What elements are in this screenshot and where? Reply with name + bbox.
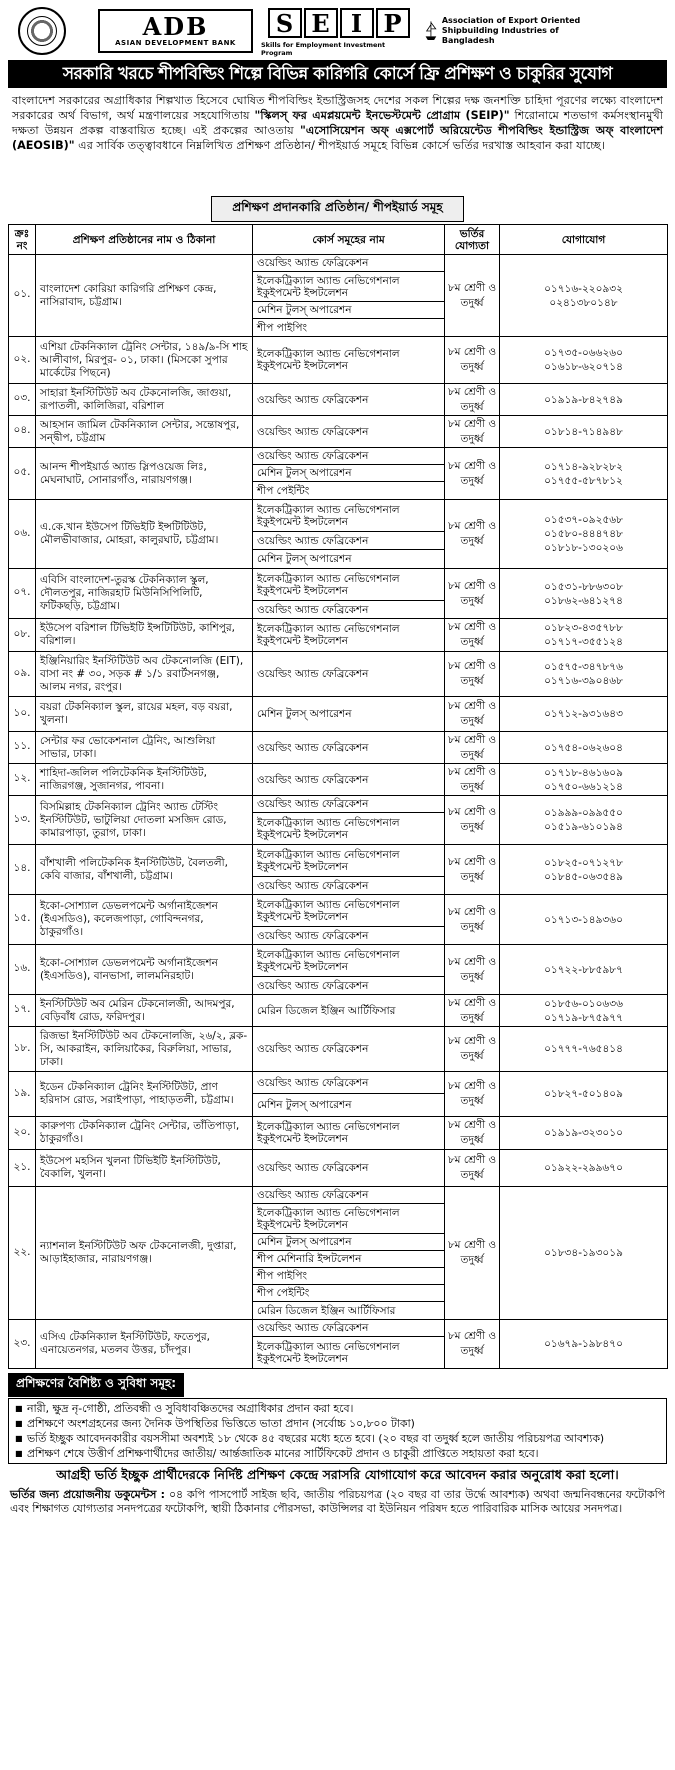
phone-number: ০১৭৭৭-৭৬৫৪১৪ [544,1043,623,1055]
course-name: ওয়েল্ডিং অ্যান্ড ফেব্রিকেশন [257,929,369,942]
phone-number: ০১৫৩৭-০৯২৫৬৮ [544,514,623,526]
course-name: ওয়েল্ডিং অ্যান্ড ফেব্রিকেশন [257,773,369,786]
header-courses: কোর্স সমূহের নাম [253,225,445,255]
row-institute: এ.কে.খান ইউসেপ টিভিইটি ইন্সটিটিউট, মৌলভীবাজার, মোহরা, কালুরঘাট, চট্টগ্রাম। [36,500,253,569]
row-qualification: ৮ম শ্রেণী ও তদুর্ধ্ব [445,1150,500,1187]
table-row [9,995,668,1027]
row-institute: আনন্দ শীপইয়ার্ড অ্যান্ড স্লিপওয়েজ লিঃ, মেঘনাঘাট, সোনারগাঁও, নারায়ণগঞ্জ। [36,448,253,500]
course-name: ইলেকট্রিক্যাল অ্যান্ড নেভিগেশনাল ইকুইপমেন্ট ইন্সটলেশন [257,1340,400,1365]
row-courses [253,1117,445,1150]
row-courses [253,1027,445,1072]
table-row [9,569,668,619]
row-institute: রিজভা ইনস্টিটিউট অব টেকনোলজি, ২৬/২, ব্লক-সি, আকরাইন, কালিয়াকৈর, বিরুলিয়া, সাভার, ঢাকা। [36,1027,253,1072]
table-header-row [9,225,668,255]
table-row [9,764,668,796]
header-qualification: ভর্তির যোগ্যতা [445,225,500,255]
feature-item: ■ প্রশিক্ষণ শেষে উত্তীর্ণ প্রশিক্ষণার্থীদের জাতীয়/ আর্ন্তজাতিক মানের সার্টিফিকেট প্রদান ও চাকুরী প্রাপ্তিতে সহায়তা করা হবে। [15,1446,660,1461]
phone-number: ০১৬১৮-৬২০৭১৪ [544,361,623,373]
intro-paragraph [8,88,667,194]
row-serial: ১০. [9,697,36,732]
row-qualification: ৮ম শ্রেণী ও তদুর্ধ্ব [445,1320,500,1369]
row-institute: ন্যাশনাল ইনস্টিটিউট অফ টেকনোলজী, দুপ্তারা, আড়াইহাজার, নারায়ণগঞ্জ। [36,1187,253,1320]
table-row [9,945,668,995]
course-name: ইলেকট্রিক্যাল অ্যান্ড নেভিগেশনাল ইকুইপমেন্ট ইন্সটলেশন [253,272,444,302]
row-contact [500,995,668,1027]
row-contact [500,895,668,945]
row-contact [500,1117,668,1150]
row-contact [500,384,668,416]
row-qualification: ৮ম শ্রেণী ও তদুর্ধ্ব [445,255,500,337]
phone-number: ০১৭১৯-৮৭৫৯৭৭ [544,1011,623,1024]
table-row [9,337,668,384]
table-row [9,619,668,652]
course-name: ওয়েল্ডিং অ্যান্ড ফেব্রিকেশন [253,255,444,272]
course-name: ওয়েল্ডিং অ্যান্ড ফেব্রিকেশন [253,1320,444,1337]
phone-number: ০১৭১৬-৩৯০৪৬৮ [544,675,623,687]
course-name: ওয়েল্ডিং অ্যান্ড ফেব্রিকেশন [257,741,369,754]
course-name: ওয়েল্ডিং অ্যান্ড ফেব্রিকেশন [257,1043,369,1055]
phone-number: ০১৭১৭-৩৫৫১২৪ [544,636,623,648]
row-courses [253,697,445,732]
row-contact [500,255,668,337]
table-row [9,1150,668,1187]
row-serial: ০৫. [9,448,36,500]
table-row [9,697,668,732]
row-courses [253,764,445,796]
phone-number: ০১৭২২-৮৮৫৯৮৭ [544,963,623,976]
table-row [9,1320,668,1369]
course-name: ওয়েল্ডিং অ্যান্ড ফেব্রিকেশন [257,425,369,438]
row-qualification: ৮ম শ্রেণী ও তদুর্ধ্ব [445,1187,500,1320]
course-name: মেরিন ডিজেল ইঞ্জিন আর্টিফিসার [257,1004,396,1017]
row-qualification: ৮ম শ্রেণী ও তদুর্ধ্ব [445,697,500,732]
row-contact [500,845,668,895]
intro-text: এর সার্বিক তত্ত্বাবধানে নিম্নলিখিত প্রশিক্ষণ প্রতিষ্ঠান/ শীপইয়ার্ড সমূহে বিভিন্ন কোর্সে ভর্তির দরখাস্ত আহবান করা যাচ্ছে। [74,139,605,152]
documents-text: ০৪ কপি পাসপোর্ট সাইজ ছবি, জাতীয় পরিচয়পত্র (২০ বছর বা তার উর্দ্ধে আবশ্যক) অথবা জন্মনিবন্ধনের ফটোকপি এবং শিক্ষাগত যোগ্যতার সনদপত্রের ফটোকপি, স্থায়ী ঠিকানার পৌরসভা, কাউন্সিলর বা ইউনিয়ন পরিষদ হতে পারিবারিক মাসিক আয়ের সনদপত্র। [10,1488,665,1515]
row-serial: ২০. [9,1117,36,1150]
course-name: ইলেকট্রিক্যাল অ্যান্ড নেভিগেশনাল ইকুইপমেন্ট ইন্সটলেশন [257,623,400,647]
row-qualification: ৮ম শ্রেণী ও তদুর্ধ্ব [445,796,500,845]
table-row [9,652,668,697]
adb-logo-subtitle: ASIAN DEVELOPMENT BANK [115,39,236,47]
course-name: শীপ পেইন্টিং [257,484,310,497]
row-institute: বয়রা টেকনিক্যাল স্কুল, রায়ের মহল, বড় বয়রা, খুলনা। [36,697,253,732]
phone-number: ০১৮৬২-৬৪১২৭৪ [544,594,623,607]
application-note: আগ্রহী ভর্তি ইচ্ছুক প্রার্থীদেরকে নির্দিষ্ট প্রশিক্ষণ কেন্দ্রে সরাসরি যোগাযোগ করে আবেদন করার অনুরোধ করা হলো। [56,1467,619,1482]
row-contact [500,416,668,448]
phone-number: ০১৭১৬-২২০৯৩২ [544,282,623,295]
ship-icon [424,11,438,51]
table-row [9,384,668,416]
row-qualification: ৮ম শ্রেণী ও তদুর্ধ্ব [445,337,500,384]
phone-number: ০১৮১৮-১৩০২০৬ [544,542,623,554]
row-qualification: ৮ম শ্রেণী ও তদুর্ধ্ব [445,995,500,1027]
phone-number: ০১৮৪৫-০৬৩৫৪৯ [544,870,623,883]
course-name: মেশিন টুলস্ অপারেশন [257,1099,352,1111]
row-institute: কারুপণ্য টেকনিক্যাল ট্রেনিং সেন্টার, তাঁতিপাড়া, ঠাকুরগাঁও। [36,1117,253,1150]
table-row [9,448,668,500]
phone-number: ০১৮২৫-০৭১২৭৮ [544,856,623,869]
documents-label: ভর্তির জন্য প্রয়োজনীয় ডকুমেন্টস : [10,1488,165,1501]
feature-item: ■ নারী, ক্ষুদ্র নৃ-গোষ্ঠী, প্রতিবন্ধী ও সুবিধাবঞ্চিতদের অগ্রাধিকার প্রদান করা হবে। [15,1401,660,1416]
row-courses [253,995,445,1027]
row-institute: বিসমিল্লাহ টেকনিক্যাল ট্রেনিং অ্যান্ড টেস্টিং ইনস্টিটিউট, ভাটুলিয়া দোতলা মসজিদ রোড, কামারপাড়া, তুরাগ, ঢাকা। [36,796,253,845]
seip-letter: I [340,8,374,38]
phone-number: ০১৮১৪-৭১৪৯৪৮ [544,425,623,438]
phone-number: ০১৮৫৬-০১০৬৩৬ [544,997,623,1010]
row-serial: ১৩. [9,796,36,845]
row-serial: ০৪. [9,416,36,448]
course-name: ইলেকট্রিক্যাল অ্যান্ড নেভিগেশনাল ইকুইপমেন্ট ইন্সটলেশন [257,1121,400,1145]
course-name: ওয়েল্ডিং অ্যান্ড ফেব্রিকেশন [257,668,369,680]
row-qualification: ৮ম শ্রেণী ও তদুর্ধ্ব [445,384,500,416]
phone-number: ০১৭১২-৯৩১৬৪৩ [544,708,623,720]
seip-letter: S [268,8,302,38]
course-name: ওয়েল্ডিং অ্যান্ড ফেব্রিকেশন [257,979,369,992]
row-contact [500,569,668,619]
aeosib-logo [424,11,609,51]
row-contact [500,732,668,764]
headline: সরকারি খরচে শীপবিল্ডিং শিল্পে বিভিন্ন কারিগরি কোর্সে ফ্রি প্রশিক্ষণ ও চাকুরির সুযোগ [8,60,667,88]
phone-number: ০১৯৯৯-০৯৯৫৫০ [544,807,623,819]
row-qualification: ৮ম শ্রেণী ও তদুর্ধ্ব [445,845,500,895]
row-courses [253,448,445,500]
row-institute: বাঁশখালী পলিটেকনিক ইনস্টিটিউট, বৈলতলী, কেবি বাজার, বাঁশখালী, চট্টগ্রাম। [36,845,253,895]
row-qualification: ৮ম শ্রেণী ও তদুর্ধ্ব [445,1117,500,1150]
course-name: মেশিন টুলস্ অপারেশন [253,465,444,482]
seip-letter: E [304,8,338,38]
row-courses [253,569,445,619]
row-contact [500,652,668,697]
row-courses [253,652,445,697]
row-courses [253,619,445,652]
adb-logo [98,9,253,53]
course-name: ওয়েল্ডিং অ্যান্ড ফেব্রিকেশন [253,1072,444,1094]
row-courses [253,500,445,569]
table-row [9,416,668,448]
row-institute: এসিএ টেকনিক্যাল ইনস্টিটিউট, ফতেপুর, এনায়েতনগর, মতলব উত্তর, চাঁদপুর। [36,1320,253,1369]
row-qualification: ৮ম শ্রেণী ও তদুর্ধ্ব [445,652,500,697]
row-qualification: ৮ম শ্রেণী ও তদুর্ধ্ব [445,732,500,764]
row-courses [253,1187,445,1320]
row-institute: সেন্টার ফর ভোকেশনাল ট্রেনিং, আশুলিয়া সাভার, ঢাকা। [36,732,253,764]
course-name: শীপ মেশিনারি ইন্সটলেশন [253,1251,444,1268]
row-courses [253,255,445,337]
intro-seip-name: "স্কিলস্ ফর এমপ্লয়মেন্ট ইনভেস্টমেন্ট প্রোগ্রাম (SEIP)" [254,109,510,122]
row-contact [500,619,668,652]
row-serial: ০৩. [9,384,36,416]
course-name: মেশিন টুলস্ অপারেশন [257,553,352,565]
intro-aeosib-name: "এসোসিয়েশন অফ্ এক্সপোর্ট অরিয়েন্টেড শীপবিল্ডিং ইন্ডাস্ট্রিজ অফ্ বাংলাদেশ (AEOSIB)" [12,124,664,152]
phone-number: ০১৫১৯-৬১০১৯৪ [544,821,623,833]
course-name: ইলেকট্রিক্যাল অ্যান্ড নেভিগেশনাল ইকুইপমেন্ট ইন্সটলেশন [253,945,444,977]
row-contact [500,764,668,796]
row-courses [253,416,445,448]
row-institute: এবিসি বাংলাদেশ-তুরস্ক টেকনিক্যাল স্কুল, দৌলতপুর, নাজিরহাট মিউনিসিপিলিটি, ফটিকছড়ি, চট্টগ্রাম। [36,569,253,619]
phone-number: ০১৫৩১-৮৮৬৩০৮ [544,580,623,593]
row-contact [500,796,668,845]
row-institute: এশিয়া টেকনিক্যাল ট্রেনিং সেন্টার, ১৪৯/৯-সি শাহ আলীবাগ, মিরপুর- ০১, ঢাকা। (মিসকো সুপার মার্কেটের পিছনে) [36,337,253,384]
row-institute: ইকো-সোশ্যাল ডেভলপমেন্ট অর্গানাইজেশন (ইএসডিও), কলেজপাড়া, গোবিন্দনগর, ঠাকুরগাঁও। [36,895,253,945]
row-contact [500,500,668,569]
row-courses [253,845,445,895]
header-contact: যোগাযোগ [500,225,668,255]
row-institute: আহসান জামিল টেকনিক্যাল সেন্টার, সন্তোষপুর, সন্দ্বীপ, চট্টগ্রাম [36,416,253,448]
row-serial: ০৯. [9,652,36,697]
course-name: ইলেকট্রিক্যাল অ্যান্ড নেভিগেশনাল ইকুইপমেন্ট ইন্সটলেশন [253,845,444,877]
row-qualification: ৮ম শ্রেণী ও তদুর্ধ্ব [445,1072,500,1117]
row-serial: ১৭. [9,995,36,1027]
row-qualification: ৮ম শ্রেণী ও তদুর্ধ্ব [445,500,500,569]
phone-number: ০১৭৫৫-৫৮৭৮১২ [544,474,623,487]
row-qualification: ৮ম শ্রেণী ও তদুর্ধ্ব [445,619,500,652]
feature-item: ■ প্রশিক্ষণে অংশগ্রহনের জন্য দৈনিক উপস্থিতির ভিত্তিতে ভাতা প্রদান (সর্বোচ্চ ১০,৮০০ টাকা) [15,1416,660,1431]
row-institute: বাংলাদেশ কোরিয়া কারিগরি প্রশিক্ষণ কেন্দ্র, নাসিরাবাদ, চট্টগ্রাম। [36,255,253,337]
row-courses [253,895,445,945]
row-institute: ইউসেপ বরিশাল টিভিইটি ইন্সটিটিউট, কাশিপুর, বরিশাল। [36,619,253,652]
row-serial: ০২. [9,337,36,384]
phone-number: ০১৭১৮-৪৬১৬০৯ [544,766,623,779]
row-contact [500,1072,668,1117]
row-contact [500,1320,668,1369]
phone-number: ০২৪১৩৮০১৪৮ [549,296,618,309]
phone-number: ০১৯১৯-৩২৩০১০ [544,1127,623,1139]
course-name: ওয়েল্ডিং অ্যান্ড ফেব্রিকেশন [253,1187,444,1204]
row-serial: ১৮. [9,1027,36,1072]
row-institute: ইকো-সোশ্যাল ডেভলপমেন্ট অর্গানাইজেশন (ইএসডিও), বানভাসা, লালমনিরহাট। [36,945,253,995]
row-contact [500,945,668,995]
logo-strip [8,6,667,56]
row-courses [253,1320,445,1369]
table-row [9,1187,668,1320]
course-name: মেশিন টুলস্ অপারেশন [253,1234,444,1251]
table-row [9,1117,668,1150]
phone-number: ০১৫৮০-৪৪৪৭৪৮ [544,528,623,540]
row-serial: ২২. [9,1187,36,1320]
row-courses [253,796,445,845]
row-courses [253,337,445,384]
aeosib-logo-text: Association of Export Oriented Shipbuilding Industries of Bangladesh [441,16,581,45]
course-name: ইলেকট্রিক্যাল অ্যান্ড নেভিগেশনাল ইকুইপমেন্ট ইন্সটলেশন [253,569,444,601]
row-serial: ১৪. [9,845,36,895]
row-courses [253,1150,445,1187]
course-name: ওয়েল্ডিং অ্যান্ড ফেব্রিকেশন [253,448,444,465]
phone-number: ০১৭৫৪-০৬২৬০৪ [544,741,623,754]
row-serial: ২১. [9,1150,36,1187]
row-qualification: ৮ম শ্রেণী ও তদুর্ধ্ব [445,1027,500,1072]
row-courses [253,732,445,764]
course-name: ওয়েল্ডিং অ্যান্ড ফেব্রিকেশন [253,532,444,550]
row-serial: ০৬. [9,500,36,569]
phone-number: ০১৮২৩-৪৩৫৭৮৮ [544,622,623,634]
row-contact [500,1027,668,1072]
required-documents [8,1487,667,1517]
institutes-table [8,224,668,1369]
row-institute: সাহারা ইনস্টিটিউট অব টেকনোলজি, জাগুয়া, রূপাতলী, কালিজিরা, বরিশাল [36,384,253,416]
row-courses [253,945,445,995]
row-courses [253,1072,445,1117]
row-qualification: ৮ম শ্রেণী ও তদুর্ধ্ব [445,895,500,945]
course-name: মেরিন ডিজেল ইঞ্জিন আর্টিফিসার [257,1304,396,1317]
seip-logo-subtitle: Skills for Employment Investment Program [261,41,386,57]
row-serial: ১৫. [9,895,36,945]
seip-letter: P [376,8,410,38]
row-institute: ইডেন টেকনিক্যাল ট্রেনিং ইনস্টিটিউট, প্রাণ হরিদাস রোড, সরাইপাড়া, পাহাড়তলী, চট্টগ্রাম। [36,1072,253,1117]
course-name: ওয়েল্ডিং অ্যান্ড ফেব্রিকেশন [257,1162,369,1174]
course-name: ওয়েল্ডিং অ্যান্ড ফেব্রিকেশন [257,393,369,406]
course-name: ওয়েল্ডিং অ্যান্ড ফেব্রিকেশন [257,879,369,892]
table-row [9,1072,668,1117]
row-serial: ১৬. [9,945,36,995]
row-serial: ১২. [9,764,36,796]
row-contact [500,1150,668,1187]
phone-number: ০১৭৩৫-০৬৬২৬০ [544,347,623,359]
phone-number: ০১৬৭৯-১৯৮৪৭০ [544,1338,623,1350]
course-name: ইলেকট্রিক্যাল অ্যান্ড নেভিগেশনাল ইকুইপমেন্ট ইন্সটলেশন [257,816,400,841]
row-serial: ০৮. [9,619,36,652]
course-name: ইলেকট্রিক্যাল অ্যান্ড নেভিগেশনাল ইকুইপমেন্ট ইন্সটলেশন [253,1204,444,1234]
table-row [9,732,668,764]
course-name: ওয়েল্ডিং অ্যান্ড ফেব্রিকেশন [253,796,444,813]
phone-number: ০১৫৭৫-৩৪৭৮৭৬ [544,661,623,673]
row-serial: ১১. [9,732,36,764]
phone-number: ০১৭৫০-৬৬১২১৪ [544,780,623,793]
course-name: শীপ পাইপিং [253,1268,444,1285]
row-contact [500,448,668,500]
row-courses [253,384,445,416]
phone-number: ০১৮৩৪-১৯৩০১৯ [544,1247,623,1259]
phone-number: ০১৯২২-২৯৯৬৭০ [544,1162,623,1174]
row-institute: ইঞ্জিনিয়ারিং ইনস্টিটিউট অব টেকনোলজি (EIT), বাসা নং # ৩০, সড়ক # ১/১ রবার্টসনগঞ্জ, আলম নগর, রংপুর। [36,652,253,697]
feature-item: ■ ভর্তি ইচ্ছুক আবেদনকারীর বয়সসীমা অবশ্যই ১৮ থেকে ৪৫ বছরের মধ্যে হতে হবে। (২০ বছর বা তদুর্ধ্ব হলে জাতীয় পরিচয়পত্র আবশ্যক) [15,1431,660,1446]
row-serial: ২৩. [9,1320,36,1369]
course-name: ইলেকট্রিক্যাল অ্যান্ড নেভিগেশনাল ইকুইপমেন্ট ইন্সটলেশন [253,500,444,532]
bangladesh-government-seal-icon [18,7,66,55]
intro-text: শিরোনামে শতভাগ কর্মসংস্থানমুখী দক্ষতা উন্নয়ন প্রকল্প বাস্তবায়িত হচ্ছে। এই প্রকল্পের আওতায় [12,109,663,137]
table-subtitle: প্রশিক্ষণ প্রদানকারি প্রতিষ্ঠান/ শীপইয়ার্ড সমূহ [211,196,463,222]
header-sl: ক্রঃ নং [9,225,36,255]
row-qualification: ৮ম শ্রেণী ও তদুর্ধ্ব [445,945,500,995]
table-row [9,1027,668,1072]
row-serial: ০১. [9,255,36,337]
table-row [9,500,668,569]
intro-text: বাংলাদেশ সরকারের অগ্রাধিকার শিল্পখাত হিসেবে ঘোষিত শীপবিল্ডিং ইন্ডাস্ট্রিজসহ দেশের সকল শিল্পের দক্ষ জনশক্তি চাহিদা পূরণের লক্ষ্যে বাংলাদেশ সরকারের অর্থ বিভাগ, অর্থ মন্ত্রণালয়ের সহযোগিতায় [12,94,663,122]
row-institute: শাহিদা-জলিল পলিটেকনিক ইনস্টিটিউট, নাজিরগঞ্জ, সুজানগর, পাবনা। [36,764,253,796]
features-heading: প্রশিক্ষণের বৈশিষ্ট্য ও সুবিধা সমূহ: [8,1373,184,1397]
features-box [8,1398,667,1464]
row-institute: ইউসেপ মহসিন খুলনা টিভিইটি ইনস্টিটিউট, বৈকালি, খুলনা। [36,1150,253,1187]
phone-number: ০১৭১৩-১৪৯৩৬০ [544,913,623,926]
phone-number: ০১৮২৭-৫০১৪০৯ [544,1088,623,1100]
header-institute: প্রশিক্ষণ প্রতিষ্ঠানের নাম ও ঠিকানা [36,225,253,255]
table-row [9,796,668,845]
row-contact [500,337,668,384]
phone-number: ০১৯১৯-৮৪২৭৪৯ [544,393,623,406]
row-qualification: ৮ম শ্রেণী ও তদুর্ধ্ব [445,764,500,796]
row-qualification: ৮ম শ্রেণী ও তদুর্ধ্ব [445,448,500,500]
row-institute: ইনস্টিটিউট অব মেরিন টেকনোলজী, আদমপুর, বেড়িবাঁধ রোড, ফরিদপুর। [36,995,253,1027]
phone-number: ০১৭১৪-৯২৮২৮২ [544,460,623,473]
course-name: শীপ পাইপিং [257,321,307,334]
course-name: মেশিন টুলস্ অপারেশন [257,708,352,720]
adb-logo-name: ADB [142,12,209,41]
course-name: ইলেকট্রিক্যাল অ্যান্ড নেভিগেশনাল ইকুইপমেন্ট ইন্সটলেশন [253,895,444,927]
row-serial: ০৭. [9,569,36,619]
table-row [9,255,668,337]
course-name: শীপ পেইন্টিং [253,1285,444,1302]
course-name: মেশিন টুলস্ অপারেশন [253,302,444,319]
course-name: ওয়েল্ডিং অ্যান্ড ফেব্রিকেশন [257,603,369,616]
row-contact [500,697,668,732]
table-row [9,845,668,895]
row-serial: ১৯. [9,1072,36,1117]
row-qualification: ৮ম শ্রেণী ও তদুর্ধ্ব [445,416,500,448]
table-row [9,895,668,945]
row-qualification: ৮ম শ্রেণী ও তদুর্ধ্ব [445,569,500,619]
row-contact [500,1187,668,1320]
seip-logo [261,8,416,57]
course-name: ইলেকট্রিক্যাল অ্যান্ড নেভিগেশনাল ইকুইপমেন্ট ইন্সটলেশন [257,348,400,372]
